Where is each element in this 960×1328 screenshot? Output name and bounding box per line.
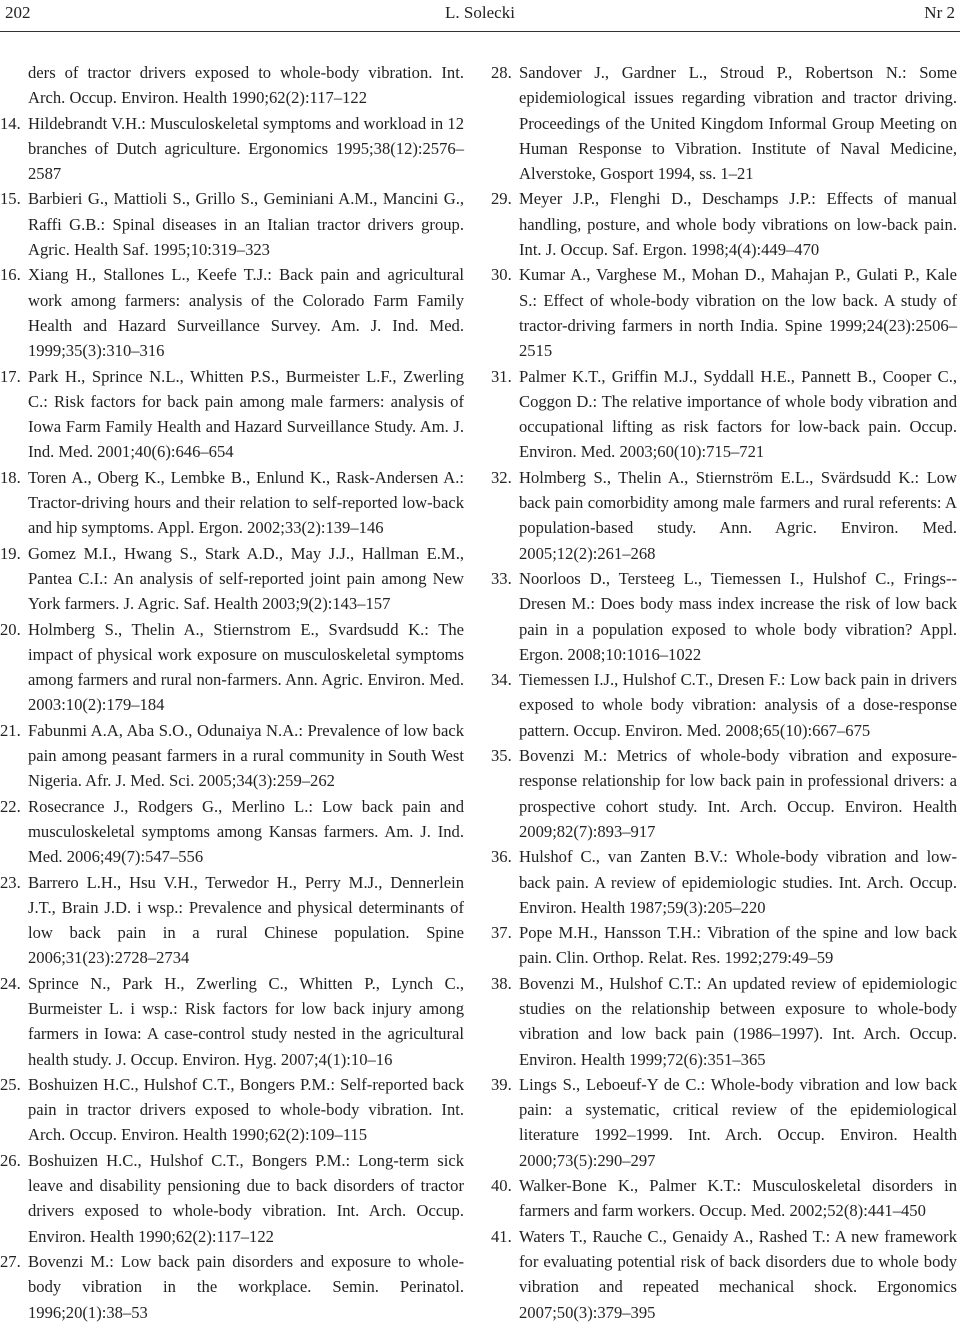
reference-text: Lings S., Leboeuf-Y de C.: Whole-body vibration and low back pain: a systematic, critical review of the epidemiological literature 1992–1999. Int. Arch. Occup. Environ. Health 2000;73(5):290–297 xyxy=(519,1074,957,1170)
reference-text: Boshuizen H.C., Hulshof C.T., Bongers P.M.: Self-reported back pain in tractor drivers exposed to whole-body vibration. Int. Arch. Occup. Environ. Health 1990;62(2):109–115 xyxy=(28,1074,464,1145)
reference-item xyxy=(491,1224,957,1325)
reference-text: Walker-Bone K., Palmer K.T.: Musculoskeletal disorders in farmers and farm workers. Occup. Med. 2002;52(8):441–450 xyxy=(519,1176,957,1221)
reference-item xyxy=(491,186,957,262)
reference-number: 28. xyxy=(491,63,512,82)
reference-text: Fabunmi A.A, Aba S.O., Odunaiya N.A.: Prevalence of low back pain among peasant farmers in a rural community in South West Nigeria. Afr. J. Med. Sci. 2005;34(3):259–262 xyxy=(28,720,464,791)
reference-number: 33. xyxy=(491,568,512,588)
reference-text: Park H., Sprince N.L., Whitten P.S., Burmeister L.F., Zwerling C.: Risk factors for back pain among male farmers: analysis of Iowa Farm Family Health and Hazard Surveillance Study. Am. J. Ind. Med. 2001;40(6):646–654 xyxy=(28,366,464,462)
reference-number: 39. xyxy=(491,1074,512,1094)
reference-number: 14. xyxy=(0,113,21,133)
reference-number: 29. xyxy=(491,189,512,209)
issue-number: Nr 2 xyxy=(924,3,955,22)
reference-list-right xyxy=(491,60,957,1325)
reference-text: Barbieri G., Mattioli S., Grillo S., Geminiani A.M., Mancini G., Raffi G.B.: Spinal diseases in an Italian tractor drivers group. Agric. Health Saf. 1995;10:319–323 xyxy=(28,189,464,260)
reference-item xyxy=(491,60,957,186)
reference-text: Rosecrance J., Rodgers G., Merlino L.: Low back pain and musculoskeletal symptoms among Kansas farmers. Am. J. Ind. Med. 2006;49(7):547–556 xyxy=(28,796,464,867)
reference-number: 40. xyxy=(491,1176,512,1196)
reference-text: Sandover J., Gardner L., Stroud P., Robertson N.: Some epidemiological issues regarding vibration and tractor driving. Proceedings of the United Kingdom Informal Group Meeting on Human Response to Vibration. Institute of Naval Medicine, Alverstoke, Gosport 1994, ss. 1–21 xyxy=(519,63,957,184)
running-author: L. Solecki xyxy=(445,3,515,22)
reference-item xyxy=(0,1148,464,1249)
reference-text: Sprince N., Park H., Zwerling C., Whitten P., Lynch C., Burmeister L. i wsp.: Risk factors for low back injury among farmers in Iowa: A case-control study nested in the agricultural health study. J. Occup. Environ. Hyg. 2007;4(1):10–16 xyxy=(28,973,464,1069)
reference-item xyxy=(0,541,464,617)
reference-continuation: ders of tractor drivers exposed to whole-body vibration. Int. Arch. Occup. Environ. Health 1990;62(2):117–122 xyxy=(28,63,464,108)
reference-item xyxy=(491,743,957,844)
reference-item xyxy=(0,1072,464,1148)
reference-item xyxy=(0,718,464,794)
reference-text: Holmberg S., Thelin A., Stiernstrom E., Svardsudd K.: The impact of physical work exposure on musculoskeletal symptoms among farmers and rural non-farmers. Ann. Agric. Environ. Med. 2003:10(2):179–184 xyxy=(28,619,464,715)
reference-item xyxy=(491,971,957,1072)
reference-number: 32. xyxy=(491,467,512,487)
reference-number: 18. xyxy=(0,467,21,487)
reference-text: Toren A., Oberg K., Lembke B., Enlund K., Rask-Andersen A.: Tractor-driving hours and their relation to self-reported low-back and hip symptoms. Appl. Ergon. 2002;33(2):139–146 xyxy=(28,467,464,538)
reference-text: Tiemessen I.J., Hulshof C.T., Dresen F.: Low back pain in drivers exposed to whole body vibration: analysis of a dose-response pattern. Occup. Environ. Med. 2008;65(10):667–675 xyxy=(519,670,957,740)
reference-number: 36. xyxy=(491,847,512,867)
reference-item xyxy=(0,364,464,465)
reference-item xyxy=(491,364,957,465)
reference-number: 25. xyxy=(0,1074,21,1094)
reference-item xyxy=(0,1249,464,1325)
reference-number: 27. xyxy=(0,1251,21,1271)
reference-number: 41. xyxy=(491,1226,512,1246)
reference-number: 24. xyxy=(0,973,21,993)
header-rule xyxy=(0,31,960,32)
reference-item xyxy=(0,617,464,718)
reference-text: Hulshof C., van Zanten B.V.: Whole-body vibration and low-back pain. A review of epidemiologic studies. Int. Arch. Occup. Environ. Health 1987;59(3):205–220 xyxy=(519,847,957,917)
reference-text: Barrero L.H., Hsu V.H., Terwedor H., Perry M.J., Dennerlein J.T., Brain J.D. i wsp.: Prevalence and physical determinants of low back pain in a rural Chinese population. Spine 2006;31(23):2728–2734 xyxy=(28,872,464,968)
reference-item xyxy=(491,1173,957,1224)
reference-text: Xiang H., Stallones L., Keefe T.J.: Back pain and agricultural work among farmers: analysis of the Colorado Farm Family Health and Hazard Surveillance Survey. Am. J. Ind. Med. 1999;35(3):310–316 xyxy=(28,265,464,361)
reference-number: 26. xyxy=(0,1150,21,1170)
reference-number: 21. xyxy=(0,720,21,740)
reference-number: 20. xyxy=(0,619,21,639)
reference-item xyxy=(491,667,957,743)
reference-text: Meyer J.P., Flenghi D., Deschamps J.P.: Effects of manual handling, posture, and whole body vibrations on low-back pain. Int. J. Occup. Saf. Ergon. 1998;4(4):449–470 xyxy=(519,189,957,260)
reference-number: 23. xyxy=(0,872,21,892)
reference-text: Bovenzi M.: Low back pain disorders and exposure to whole-body vibration in the workplace. Semin. Perinatol. 1996;20(1):38–53 xyxy=(28,1251,464,1322)
reference-text: Waters T., Rauche C., Genaidy A., Rashed T.: A new framework for evaluating potential risk of back disorders due to whole body vibration and repeated mechanical shock. Ergonomics 2007;50(3):379–395 xyxy=(519,1226,957,1322)
reference-item xyxy=(491,920,957,971)
reference-item xyxy=(491,1072,957,1173)
reference-text: Holmberg S., Thelin A., Stiernström E.L., Svärdsudd K.: Low back pain comorbidity among male farmers and rural referents: A population-based study. Ann. Agric. Environ. Med. 2005;12(2):261–268 xyxy=(519,467,957,563)
reference-item xyxy=(0,111,464,187)
right-column xyxy=(491,60,957,1325)
reference-list-left xyxy=(0,111,464,1325)
reference-number: 15. xyxy=(0,189,21,209)
reference-item xyxy=(0,262,464,363)
reference-text: Bovenzi M., Hulshof C.T.: An updated review of epidemiologic studies on the relationship between exposure to whole-body vibration and low back pain (1986–1997). Int. Arch. Occup. Environ. Health 1999;72(6):351–365 xyxy=(519,973,957,1069)
page-header xyxy=(0,0,960,40)
reference-number: 19. xyxy=(0,543,21,563)
page-number: 202 xyxy=(5,3,31,22)
left-column xyxy=(0,60,464,1325)
reference-number: 38. xyxy=(491,973,512,993)
reference-text: Boshuizen H.C., Hulshof C.T., Bongers P.M.: Long-term sick leave and disability pensioning due to back disorders of tractor drivers exposed to whole-body vibration. Int. Arch. Occup. Environ. Health 1990;62(2):117–122 xyxy=(28,1150,464,1246)
reference-text: Palmer K.T., Griffin M.J., Syddall H.E., Pannett B., Cooper C., Coggon D.: The relative importance of whole body vibration and occupational lifting as risk factors for low-back pain. Occup. Environ. Med. 2003;60(10):715–721 xyxy=(519,366,957,462)
reference-number: 35. xyxy=(491,746,512,766)
reference-number: 17. xyxy=(0,366,21,386)
reference-item xyxy=(0,870,464,971)
reference-item xyxy=(0,794,464,870)
reference-item xyxy=(491,465,957,566)
reference-item xyxy=(491,844,957,920)
reference-number: 16. xyxy=(0,265,21,285)
reference-text: Hildebrandt V.H.: Musculoskeletal symptoms and workload in 12 branches of Dutch agriculture. Ergonomics 1995;38(12):2576–2587 xyxy=(28,113,464,184)
reference-text: Gomez M.I., Hwang S., Stark A.D., May J.J., Hallman E.M., Pantea C.I.: An analysis of self-reported joint pain among New York farmers. J. Agric. Saf. Health 2003;9(2):143–157 xyxy=(28,543,464,614)
reference-item xyxy=(0,465,464,541)
reference-number: 34. xyxy=(491,670,512,690)
reference-number: 22. xyxy=(0,796,21,816)
reference-item xyxy=(491,262,957,363)
reference-text: Bovenzi M.: Metrics of whole-body vibration and exposure-response relationship for low back pain in professional drivers: a prospective cohort study. Int. Arch. Occup. Environ. Health 2009;82(7):893–917 xyxy=(519,746,957,841)
reference-item xyxy=(0,186,464,262)
reference-number: 37. xyxy=(491,923,512,943)
reference-text: Noorloos D., Tersteeg L., Tiemessen I., Hulshof C., Frings--Dresen M.: Does body mass index increase the risk of low back pain in a population exposed to whole body vibration? Appl. Ergon. 2008;10:1016–1022 xyxy=(519,568,957,664)
reference-text: Kumar A., Varghese M., Mohan D., Mahajan P., Gulati P., Kale S.: Effect of whole-body vibration on the low back. A study of tractor-driving farmers in north India. Spine 1999;24(23):2506–2515 xyxy=(519,265,957,361)
reference-number: 30. xyxy=(491,265,512,285)
reference-number: 31. xyxy=(491,366,512,386)
reference-item xyxy=(491,566,957,667)
reference-item xyxy=(0,971,464,1072)
reference-text: Pope M.H., Hansson T.H.: Vibration of the spine and low back pain. Clin. Orthop. Relat. Res. 1992;279:49–59 xyxy=(519,923,957,968)
